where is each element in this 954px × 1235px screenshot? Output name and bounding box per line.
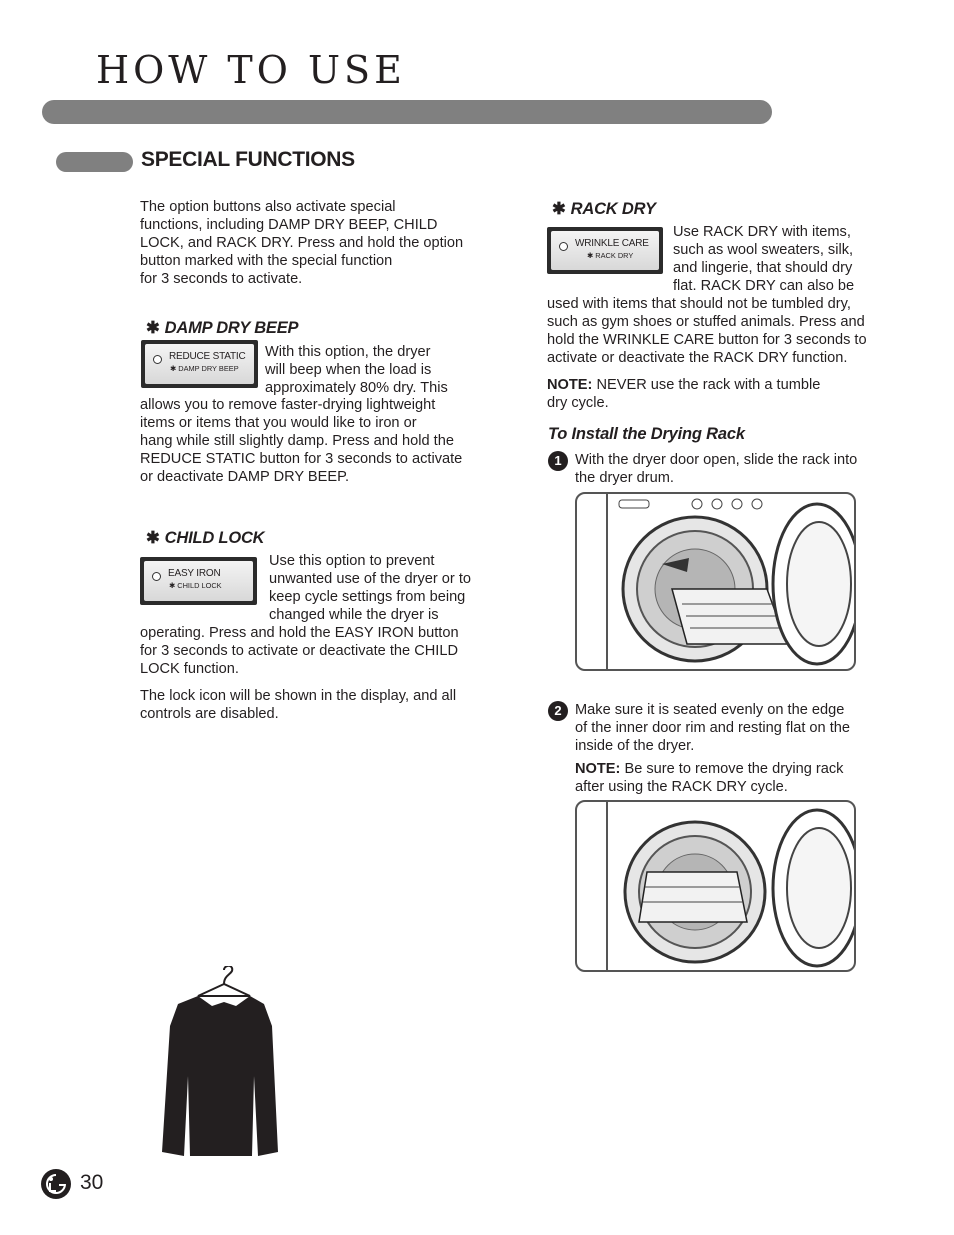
dryer-rack-seated-illustration xyxy=(575,800,856,972)
child-lock-note: The lock icon will be shown in the display, and all controls are disabled. xyxy=(140,688,457,722)
damp-dry-beep-body: allows you to remove faster-drying lightweight items or items that you would like to iron or hang while still slightly damp. Press and hold the REDUCE STATIC button for 3 seconds to activate or deactivate DAMP DRY BEEP. xyxy=(140,397,463,485)
rack-dry-heading: ✱ RACK DRY xyxy=(552,200,656,218)
step-2-note: NOTE: Be sure to remove the drying rack after using the RACK DRY cycle. xyxy=(575,761,844,795)
panel-main-label: EASY IRON xyxy=(168,568,221,579)
panel-sub-label: ✱ RACK DRY xyxy=(587,251,634,260)
indicator-circle-icon xyxy=(153,355,162,364)
title-bar xyxy=(42,100,772,124)
indicator-circle-icon xyxy=(559,242,568,251)
step-1-badge: 1 xyxy=(548,451,568,471)
wrinkle-care-button-image xyxy=(547,227,663,274)
child-lock-side-text: Use this option to prevent unwanted use of the dryer or to keep cycle settings from being changed while the dryer is xyxy=(269,553,472,623)
panel-sub-label: ✱ CHILD LOCK xyxy=(169,581,222,590)
damp-dry-beep-heading: ✱ DAMP DRY BEEP xyxy=(146,319,299,337)
panel-main-label: REDUCE STATIC xyxy=(169,351,246,362)
panel-sub-label: ✱ DAMP DRY BEEP xyxy=(170,364,239,373)
dryer-rack-sliding-illustration xyxy=(575,492,856,671)
step-2-badge: 2 xyxy=(548,701,568,721)
page-number: 30 xyxy=(80,1171,104,1194)
section-pill xyxy=(56,152,133,172)
step-2-text: Make sure it is seated evenly on the edge of the inner door rim and resting flat on the inside of the dryer. xyxy=(575,702,851,754)
rack-dry-note: NOTE: NEVER use the rack with a tumble dry cycle. xyxy=(547,377,821,411)
reduce-static-button-image xyxy=(141,340,258,388)
section-heading: SPECIAL FUNCTIONS xyxy=(141,148,355,171)
lg-logo xyxy=(40,1168,72,1205)
shirt-hanger-icon xyxy=(158,966,282,1167)
page-title: HOW TO USE xyxy=(96,48,406,92)
step-1-text: With the dryer door open, slide the rack into the dryer drum. xyxy=(575,452,858,486)
child-lock-heading: ✱ CHILD LOCK xyxy=(146,529,265,547)
rack-dry-body: used with items that should not be tumbled dry, such as gym shoes or stuffed animals. Press and hold the WRINKLE CARE button for 3 seconds to activate or deactivate the RACK DRY function. xyxy=(547,296,867,366)
damp-dry-beep-side-text: With this option, the dryer will beep when the load is approximately 80% dry. This xyxy=(265,344,448,396)
child-lock-body: operating. Press and hold the EASY IRON button for 3 seconds to activate or deactivate the CHILD LOCK function. xyxy=(140,625,459,677)
easy-iron-button-image xyxy=(140,557,257,605)
rack-dry-side-text: Use RACK DRY with items, such as wool sweaters, silk, and lingerie, that should dry flat. RACK DRY can also be xyxy=(673,224,855,294)
intro-text: The option buttons also activate special functions, including DAMP DRY BEEP, CHILD LOCK, and RACK DRY. Press and hold the option button marked with the special function for 3 seconds to activate. xyxy=(140,199,464,287)
indicator-circle-icon xyxy=(152,572,161,581)
install-rack-heading: To Install the Drying Rack xyxy=(548,425,745,443)
panel-main-label: WRINKLE CARE xyxy=(575,238,649,249)
